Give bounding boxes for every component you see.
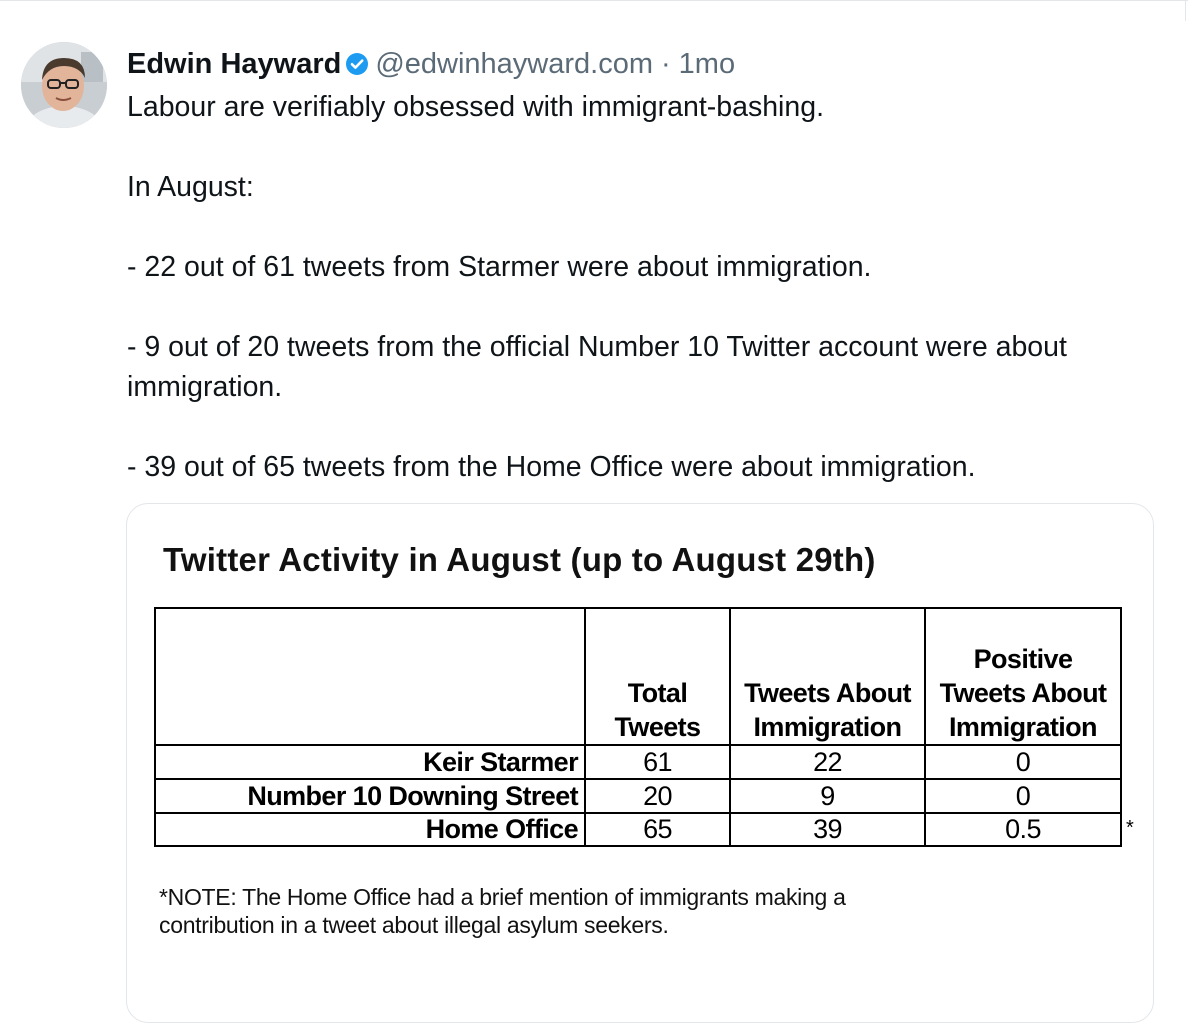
column-header-line: Total [627,678,688,708]
note-line: contribution in a tweet about illegal asylum seekers. [159,912,669,938]
row-label: Keir Starmer [423,747,578,777]
cell-total-tweets: 20 [643,781,672,811]
cell-tweets-about: 39 [813,814,842,844]
image-attachment[interactable] [126,503,1154,1023]
post-paragraph: - 9 out of 20 tweets from the official Number 10 Twitter account were about immigration. [127,331,1067,403]
avatar[interactable] [21,42,107,128]
author-handle[interactable]: @edwinhayward.com [375,47,653,80]
post-text [127,87,1127,527]
separator-dot: · [661,47,671,80]
verified-badge-icon [345,52,369,76]
column-header-line: Immigration [949,712,1097,742]
cell-positive: 0 [1015,781,1031,811]
column-header-line: Positive [973,644,1073,674]
table-note [159,883,919,939]
post-header [127,44,735,84]
post-paragraph: - 39 out of 65 tweets from the Home Office were about immigration. [127,451,976,483]
thread-divider [1185,1,1186,21]
image-title: Twitter Activity in August (up to August 29th) [163,541,876,578]
footnote-marker: * [1126,817,1134,839]
avatar-photo [21,42,107,128]
cell-tweets-about: 9 [820,781,835,811]
column-header-line: Tweets About [744,678,911,708]
cell-total-tweets: 65 [643,814,672,844]
row-label: Number 10 Downing Street [247,781,578,811]
note-line: *NOTE: The Home Office had a brief mention of immigrants making a [159,884,846,910]
cell-positive: 0.5 [1005,814,1041,844]
post-paragraph: Labour are verifiably obsessed with immigrant-bashing. [127,91,825,123]
post-paragraph: In August: [127,171,254,203]
column-header-line: Tweets [614,712,701,742]
post-timestamp[interactable]: 1mo [678,47,736,80]
cell-positive: 0 [1015,747,1031,777]
column-header-line: Immigration [753,712,902,742]
post-paragraph: - 22 out of 61 tweets from Starmer were about immigration. [127,251,872,283]
cell-tweets-about: 22 [813,747,842,777]
author-name[interactable]: Edwin Hayward [127,47,342,80]
column-header-line: Tweets About [939,678,1107,708]
cell-total-tweets: 61 [643,747,672,777]
row-label: Home Office [425,814,578,844]
